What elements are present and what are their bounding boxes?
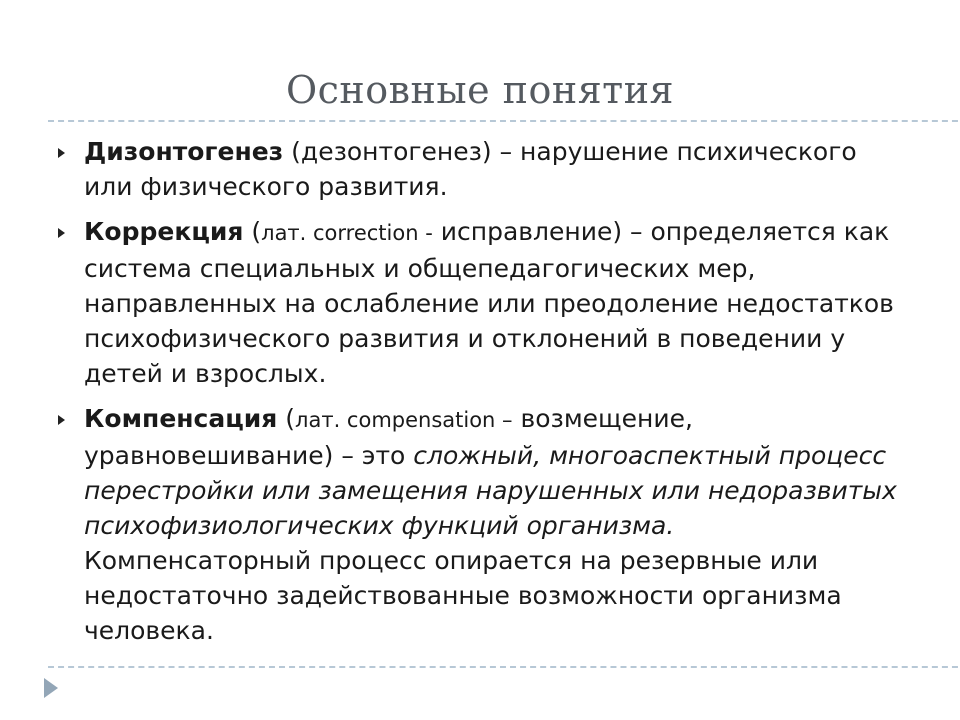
- triangle-bullet-icon: [58, 148, 65, 158]
- definition-text: Компенсаторный процесс опирается на резервные или недостаточно задействованные возможности организма человека.: [84, 546, 842, 645]
- definition-text: (: [277, 404, 296, 433]
- definition-text: (: [243, 217, 262, 246]
- next-slide-icon[interactable]: [44, 678, 58, 698]
- bullet-item-compensation: [58, 401, 908, 648]
- definition-text: исправление) – определяется как система специальных и общепедагогических мер, направленных на ослабление или преодоление недостатков психофизического развития и отклонений в поведении у детей и взрослых.: [84, 217, 894, 388]
- term-correction: Коррекция: [84, 217, 244, 246]
- term-dysontogenesis: Дизонтогенез: [84, 137, 284, 166]
- term-compensation: Компенсация: [84, 404, 278, 433]
- slide-title: Основные понятия: [286, 68, 674, 112]
- latin-note: лат. compensation –: [295, 408, 513, 432]
- bullet-item-correction: [58, 214, 908, 391]
- bullet-list: [58, 134, 908, 658]
- footer-divider: [48, 666, 960, 668]
- latin-note: лат. correction -: [261, 221, 433, 245]
- definition-text: (дезонтогенез) – нарушение психического или физического развития.: [84, 137, 857, 201]
- bullet-item-dysontogenesis: [58, 134, 908, 204]
- definition-italic: сложный, многоаспектный процесс перестройки или замещения нарушенных или недоразвитых психофизиологических функций организма.: [84, 441, 897, 540]
- title-divider: [48, 120, 960, 122]
- triangle-bullet-icon: [58, 415, 65, 425]
- triangle-bullet-icon: [58, 228, 65, 238]
- definition-text: возмещение, уравновешивание) – это: [84, 404, 693, 470]
